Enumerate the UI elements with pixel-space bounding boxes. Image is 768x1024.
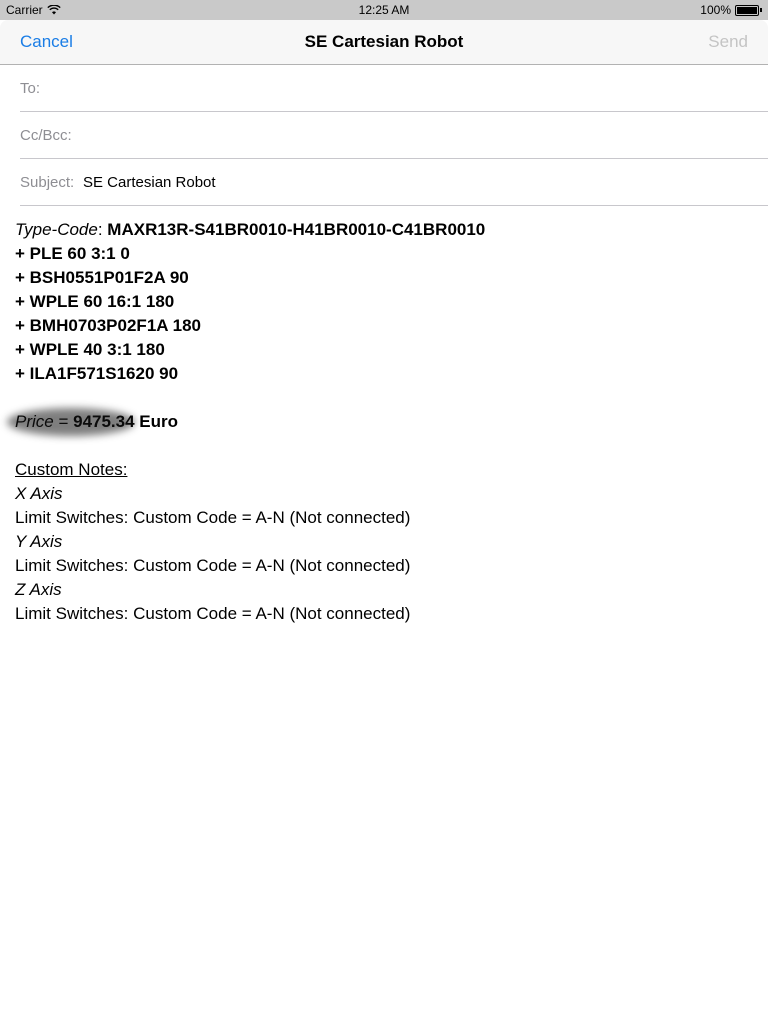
subject-field[interactable] — [20, 159, 768, 206]
to-label: To: — [20, 80, 41, 97]
battery-icon — [735, 5, 759, 16]
compose-sheet — [0, 20, 768, 1024]
subject-label: Subject: — [20, 174, 75, 191]
component-line: + WPLE 40 3:1 180 — [15, 340, 165, 359]
axis-note: Limit Switches: Custom Code = A-N (Not connected) — [15, 604, 411, 623]
price-line — [15, 410, 755, 434]
spacer — [15, 386, 755, 410]
custom-notes-heading: Custom Notes: — [15, 460, 128, 479]
status-bar — [0, 0, 768, 20]
to-input[interactable] — [70, 75, 758, 101]
component-line: + BMH0703P02F1A 180 — [15, 316, 202, 335]
component-line: + PLE 60 3:1 0 — [15, 244, 130, 263]
type-code-label: Type-Code — [15, 220, 98, 239]
compose-title: SE Cartesian Robot — [304, 32, 464, 51]
subject-input[interactable]: SE Cartesian Robot — [83, 174, 216, 191]
message-body[interactable] — [15, 218, 755, 626]
type-code-line — [15, 218, 755, 242]
component-line: + WPLE 60 16:1 180 — [15, 292, 175, 311]
cancel-button[interactable]: Cancel — [20, 32, 73, 51]
nav-bar — [0, 20, 768, 65]
axis-name: Z Axis — [15, 580, 62, 599]
redaction-smudge — [7, 408, 135, 436]
type-code-value: MAXR13R-S41BR0010-H41BR0010-C41BR0010 — [107, 220, 486, 239]
axis-name: X Axis — [15, 484, 63, 503]
axis-name: Y Axis — [15, 532, 63, 551]
cc-bcc-label: Cc/Bcc: — [20, 127, 72, 144]
battery-tip — [760, 8, 762, 12]
spacer — [15, 434, 755, 458]
send-button[interactable]: Send — [708, 32, 748, 51]
price-unit: Euro — [134, 412, 179, 431]
battery-area — [700, 3, 762, 17]
to-field[interactable] — [20, 65, 768, 112]
status-time: 12:25 AM — [358, 3, 410, 17]
axis-note: Limit Switches: Custom Code = A-N (Not connected) — [15, 508, 411, 527]
component-line: + ILA1F571S1620 90 — [15, 364, 179, 383]
carrier-label: Carrier — [6, 3, 43, 17]
type-code-separator: : — [97, 220, 108, 239]
component-line: + BSH0551P01F2A 90 — [15, 268, 189, 287]
axis-note: Limit Switches: Custom Code = A-N (Not connected) — [15, 556, 411, 575]
battery-percent: 100% — [700, 3, 731, 17]
cc-bcc-field[interactable] — [20, 112, 768, 159]
cc-bcc-input[interactable] — [85, 122, 758, 148]
